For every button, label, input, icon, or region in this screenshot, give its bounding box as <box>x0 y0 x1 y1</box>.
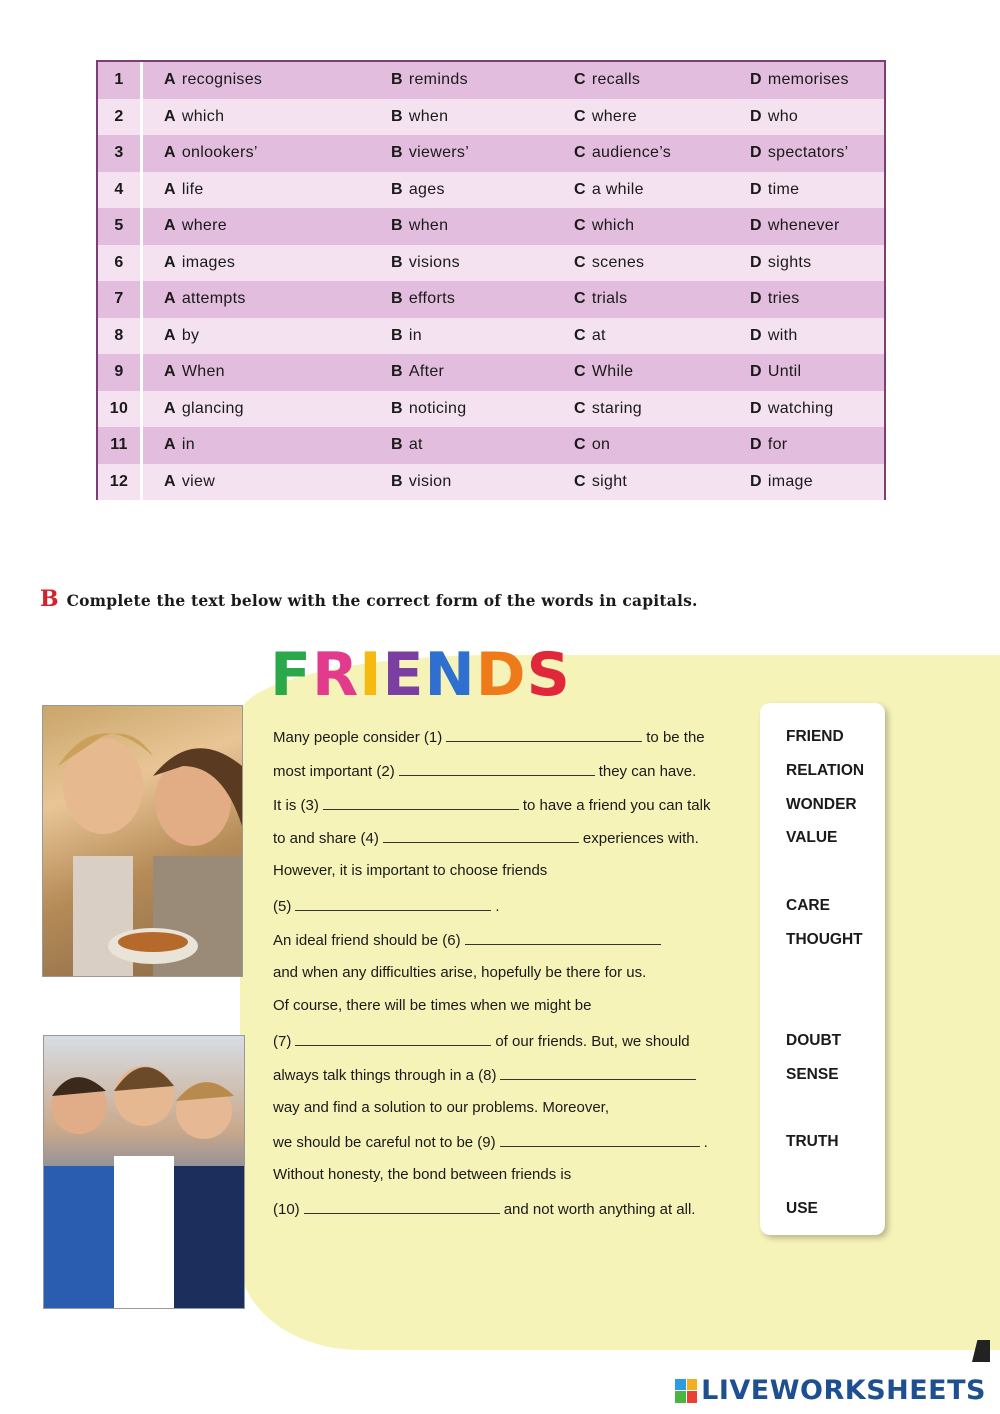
text-line <box>273 1166 571 1183</box>
option-word: when <box>408 217 449 235</box>
text-line <box>273 1132 708 1151</box>
answer-blank[interactable] <box>500 1065 696 1080</box>
section-instruction: Complete the text below with the correct form of the words in capitals. <box>66 591 698 610</box>
text-line <box>273 1099 609 1116</box>
option-c[interactable] <box>574 135 671 172</box>
option-b[interactable] <box>391 135 469 172</box>
option-b[interactable] <box>391 62 468 99</box>
option-letter: D <box>750 436 762 454</box>
options-table <box>96 60 886 500</box>
option-number: 2 <box>98 99 143 136</box>
option-word: attempts <box>181 290 246 308</box>
capital-word: VALUE <box>786 829 838 846</box>
option-word: life <box>181 180 204 198</box>
option-b[interactable] <box>391 391 466 428</box>
section-letter: B <box>40 586 59 612</box>
option-letter: C <box>574 326 586 344</box>
answer-blank[interactable] <box>323 795 519 810</box>
option-letter: B <box>391 107 403 125</box>
option-letter: C <box>574 71 586 89</box>
option-b[interactable] <box>391 245 460 282</box>
option-row <box>98 172 884 209</box>
option-letter: D <box>750 399 762 417</box>
line-text-after: . <box>495 898 500 915</box>
option-word: which <box>181 107 225 125</box>
option-letter: D <box>750 290 762 308</box>
option-letter: C <box>574 436 586 454</box>
option-word: reminds <box>408 71 468 89</box>
option-number: 1 <box>98 62 143 99</box>
option-row <box>98 245 884 282</box>
option-c[interactable] <box>574 172 644 209</box>
option-word: vision <box>408 472 452 490</box>
option-word: tries <box>767 290 800 308</box>
line-text: to and share (4) <box>273 830 379 847</box>
option-word: at <box>591 326 606 344</box>
capitals-box <box>760 703 885 1235</box>
option-word: While <box>591 363 634 381</box>
capital-word: TRUTH <box>786 1133 839 1150</box>
line-text-after: . <box>703 1134 708 1151</box>
option-word: who <box>767 107 799 125</box>
option-letter: B <box>391 436 403 454</box>
option-letter: B <box>391 144 403 162</box>
option-letter: D <box>750 472 762 490</box>
answer-blank[interactable] <box>399 761 595 776</box>
option-b[interactable] <box>391 354 444 391</box>
option-row <box>98 464 884 501</box>
option-word: a while <box>591 180 644 198</box>
option-letter: B <box>391 217 403 235</box>
capital-word: DOUBT <box>786 1032 842 1049</box>
option-d[interactable] <box>750 208 840 245</box>
option-word: at <box>408 436 423 454</box>
option-letter: D <box>750 326 762 344</box>
option-letter: D <box>750 363 762 381</box>
option-c[interactable] <box>574 427 610 464</box>
option-d[interactable] <box>750 99 798 136</box>
option-letter: D <box>750 180 762 198</box>
answer-blank[interactable] <box>465 930 661 945</box>
title-letter: D <box>475 640 527 710</box>
option-letter: D <box>750 107 762 125</box>
capital-word: CARE <box>786 897 830 914</box>
option-number: 9 <box>98 354 143 391</box>
option-a[interactable] <box>164 135 258 172</box>
option-a[interactable] <box>164 391 244 428</box>
option-c[interactable] <box>574 354 633 391</box>
option-letter: C <box>574 107 586 125</box>
capital-word: USE <box>786 1200 818 1217</box>
option-d[interactable] <box>750 245 811 282</box>
option-word: spectators’ <box>767 144 849 162</box>
option-row <box>98 354 884 391</box>
line-text-after: to be the <box>646 729 705 746</box>
text-line <box>273 1199 695 1218</box>
title-letter: N <box>424 640 476 710</box>
line-text: Many people consider (1) <box>273 729 443 746</box>
option-word: recalls <box>591 71 641 89</box>
photo-two-girls <box>42 705 243 977</box>
capital-word: SENSE <box>786 1066 839 1083</box>
option-letter: A <box>164 363 176 381</box>
option-row <box>98 281 884 318</box>
option-letter: D <box>750 253 762 271</box>
option-d[interactable] <box>750 318 798 355</box>
option-word: image <box>767 472 813 490</box>
option-word: onlookers’ <box>181 144 258 162</box>
option-letter: B <box>391 472 403 490</box>
option-number: 5 <box>98 208 143 245</box>
option-number: 10 <box>98 391 143 428</box>
option-b[interactable] <box>391 281 455 318</box>
option-word: for <box>767 436 788 454</box>
option-word: viewers’ <box>408 144 470 162</box>
option-word: sights <box>767 253 812 271</box>
text-line <box>273 795 710 814</box>
option-d[interactable] <box>750 281 800 318</box>
option-b[interactable] <box>391 208 448 245</box>
option-word: in <box>408 326 422 344</box>
option-row <box>98 427 884 464</box>
option-row <box>98 135 884 172</box>
option-word: scenes <box>591 253 645 271</box>
option-d[interactable] <box>750 62 849 99</box>
text-line <box>273 862 547 879</box>
option-letter: A <box>164 180 176 198</box>
option-row <box>98 318 884 355</box>
option-row <box>98 99 884 136</box>
line-text: (10) <box>273 1201 300 1218</box>
option-b[interactable] <box>391 427 423 464</box>
footer-brand: LIVEWORKSHEETS <box>701 1375 986 1406</box>
option-letter: A <box>164 144 176 162</box>
option-b[interactable] <box>391 318 422 355</box>
answer-blank[interactable] <box>500 1132 700 1147</box>
option-c[interactable] <box>574 99 637 136</box>
option-c[interactable] <box>574 464 627 501</box>
option-c[interactable] <box>574 62 640 99</box>
option-word: on <box>591 436 611 454</box>
option-a[interactable] <box>164 99 224 136</box>
footer-logo <box>675 1375 986 1406</box>
option-a[interactable] <box>164 245 235 282</box>
option-letter: D <box>750 71 762 89</box>
photo-group-friends <box>43 1035 245 1309</box>
option-letter: B <box>391 363 403 381</box>
line-text: most important (2) <box>273 763 395 780</box>
option-letter: B <box>391 399 403 417</box>
line-text: and when any difficulties arise, hopefully be there for us. <box>273 964 647 981</box>
line-text-after: they can have. <box>598 763 697 780</box>
option-letter: B <box>391 71 403 89</box>
line-text-after: experiences with. <box>582 830 699 847</box>
option-number: 8 <box>98 318 143 355</box>
capital-word: FRIEND <box>786 728 844 745</box>
line-text: However, it is important to choose friends <box>273 862 548 879</box>
option-a[interactable] <box>164 62 262 99</box>
option-number: 12 <box>98 464 143 501</box>
title-letter: I <box>359 640 383 710</box>
option-c[interactable] <box>574 281 627 318</box>
title-letter: R <box>312 640 360 710</box>
option-a[interactable] <box>164 318 199 355</box>
option-word: glancing <box>181 399 244 417</box>
line-text: we should be careful not to be (9) <box>273 1134 496 1151</box>
title-letter: E <box>382 640 425 710</box>
option-letter: C <box>574 217 586 235</box>
option-word: visions <box>408 253 460 271</box>
option-letter: C <box>574 472 586 490</box>
option-c[interactable] <box>574 318 606 355</box>
option-word: time <box>767 180 800 198</box>
option-d[interactable] <box>750 427 787 464</box>
line-text: An ideal friend should be (6) <box>273 932 461 949</box>
option-b[interactable] <box>391 99 448 136</box>
text-line <box>273 828 699 847</box>
option-number: 4 <box>98 172 143 209</box>
answer-blank[interactable] <box>304 1199 500 1214</box>
option-word: view <box>181 472 216 490</box>
option-c[interactable] <box>574 391 642 428</box>
option-a[interactable] <box>164 464 215 501</box>
option-row <box>98 391 884 428</box>
option-word: After <box>408 363 445 381</box>
option-row <box>98 208 884 245</box>
text-line <box>273 1031 690 1050</box>
option-word: where <box>181 217 227 235</box>
option-letter: D <box>750 144 762 162</box>
option-letter: C <box>574 144 586 162</box>
liveworksheets-icon <box>675 1379 697 1403</box>
line-text-after: of our friends. But, we should <box>495 1033 690 1050</box>
option-a[interactable] <box>164 354 225 391</box>
title-letter: F <box>270 640 312 710</box>
text-line <box>273 964 646 981</box>
capital-word: RELATION <box>786 762 865 779</box>
option-letter: A <box>164 217 176 235</box>
text-line <box>273 761 696 780</box>
option-word: memorises <box>767 71 849 89</box>
option-word: trials <box>591 290 628 308</box>
text-line <box>273 1065 700 1084</box>
option-word: by <box>181 326 200 344</box>
answer-blank[interactable] <box>446 727 642 742</box>
option-letter: B <box>391 180 403 198</box>
option-letter: D <box>750 217 762 235</box>
text-line <box>273 930 665 949</box>
option-letter: A <box>164 71 176 89</box>
option-d[interactable] <box>750 464 813 501</box>
line-text: (5) <box>273 898 292 915</box>
option-word: ages <box>408 180 445 198</box>
text-line <box>273 997 591 1014</box>
option-word: sight <box>591 472 628 490</box>
option-b[interactable] <box>391 464 452 501</box>
line-text: (7) <box>273 1033 292 1050</box>
option-word: recognises <box>181 71 263 89</box>
capital-word: THOUGHT <box>786 931 863 948</box>
option-letter: C <box>574 253 586 271</box>
option-b[interactable] <box>391 172 445 209</box>
option-a[interactable] <box>164 208 227 245</box>
option-d[interactable] <box>750 172 799 209</box>
text-line <box>273 896 500 915</box>
option-word: whenever <box>767 217 840 235</box>
option-c[interactable] <box>574 208 634 245</box>
option-number: 3 <box>98 135 143 172</box>
option-word: with <box>767 326 798 344</box>
option-word: in <box>181 436 195 454</box>
answer-blank[interactable] <box>295 896 491 911</box>
option-word: when <box>408 107 449 125</box>
option-word: Until <box>767 363 802 381</box>
option-letter: A <box>164 107 176 125</box>
answer-blank[interactable] <box>383 828 579 843</box>
option-d[interactable] <box>750 354 801 391</box>
section-b-header <box>40 586 698 612</box>
option-a[interactable] <box>164 281 246 318</box>
line-text: Without honesty, the bond between friends is <box>273 1166 572 1183</box>
answer-blank[interactable] <box>295 1031 491 1046</box>
text-line <box>273 727 705 746</box>
option-word: staring <box>591 399 642 417</box>
option-letter: C <box>574 180 586 198</box>
line-text-after: and not worth anything at all. <box>503 1201 696 1218</box>
option-d[interactable] <box>750 391 833 428</box>
option-number: 6 <box>98 245 143 282</box>
title-letter: S <box>526 640 571 710</box>
option-letter: C <box>574 363 586 381</box>
option-letter: B <box>391 326 403 344</box>
option-row <box>98 62 884 99</box>
option-letter: B <box>391 253 403 271</box>
option-word: watching <box>767 399 834 417</box>
option-d[interactable] <box>750 135 849 172</box>
option-word: efforts <box>408 290 456 308</box>
capital-word: WONDER <box>786 796 857 813</box>
option-letter: A <box>164 399 176 417</box>
option-number: 11 <box>98 427 143 464</box>
option-word: images <box>181 253 236 271</box>
option-letter: A <box>164 326 176 344</box>
option-letter: C <box>574 399 586 417</box>
option-letter: A <box>164 290 176 308</box>
option-letter: A <box>164 436 176 454</box>
option-word: noticing <box>408 399 467 417</box>
option-letter: B <box>391 290 403 308</box>
option-number: 7 <box>98 281 143 318</box>
option-letter: A <box>164 253 176 271</box>
line-text-after: to have a friend you can talk <box>522 797 711 814</box>
line-text: Of course, there will be times when we might be <box>273 997 592 1014</box>
friends-title <box>270 640 571 710</box>
option-letter: A <box>164 472 176 490</box>
option-word: where <box>591 107 637 125</box>
line-text: It is (3) <box>273 797 319 814</box>
option-word: which <box>591 217 635 235</box>
option-word: audience’s <box>591 144 672 162</box>
option-a[interactable] <box>164 172 204 209</box>
option-a[interactable] <box>164 427 195 464</box>
option-letter: C <box>574 290 586 308</box>
line-text: always talk things through in a (8) <box>273 1067 497 1084</box>
line-text: way and find a solution to our problems. Moreover, <box>273 1099 610 1116</box>
option-word: When <box>181 363 225 381</box>
option-c[interactable] <box>574 245 644 282</box>
